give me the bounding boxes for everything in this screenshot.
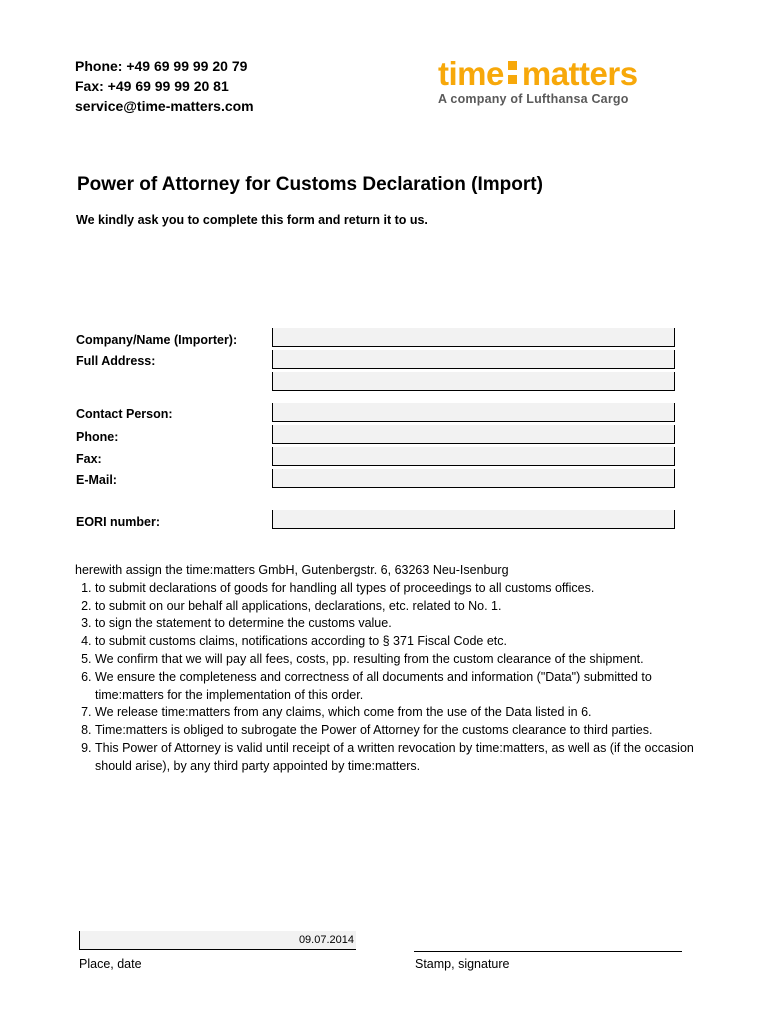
fax-label: Fax: <box>76 452 102 466</box>
logo-word-time: time <box>438 55 504 92</box>
company-label: Company/Name (Importer): <box>76 333 238 347</box>
email-address[interactable]: service@time-matters.com <box>75 98 254 114</box>
phone-label: Phone: <box>76 430 119 444</box>
eori-label: EORI number: <box>76 515 161 529</box>
contact-label: Contact Person: <box>76 407 173 421</box>
place-date-field[interactable] <box>79 931 356 950</box>
list-item: 2. to submit on our behalf all applications, declarations, etc. related to No. 1. <box>95 598 695 616</box>
assignment-lead: herewith assign the time:matters GmbH, Gutenbergstr. 6, 63263 Neu-Isenburg <box>75 563 509 577</box>
list-item: 7. We release time:matters from any claims, which come from the use of the Data listed in 6. <box>95 704 695 722</box>
page-title: Power of Attorney for Customs Declaration (Import) <box>77 174 543 195</box>
list-item: 3. to sign the statement to determine the customs value. <box>95 615 695 633</box>
company-logo <box>438 57 674 106</box>
list-item: 9. This Power of Attorney is valid until receipt of a written revocation by time:matters, as well as (if the occasion should arise), by any third party appointed by time:matters. <box>95 740 695 776</box>
list-item: 8. Time:matters is obliged to subrogate the Power of Attorney for the customs clearance to third parties. <box>95 722 695 740</box>
date-value: 09.07.2014 <box>298 934 354 946</box>
stamp-signature-label: Stamp, signature <box>415 957 510 971</box>
address-field-line1[interactable] <box>272 350 675 369</box>
email-field[interactable] <box>272 469 675 488</box>
eori-field[interactable] <box>272 510 675 529</box>
signature-line[interactable] <box>414 951 682 952</box>
list-item: 6. We ensure the completeness and correctness of all documents and information ("Data") submitted to time:matters for the implementation of this order. <box>95 669 695 705</box>
logo-tagline: A company of Lufthansa Cargo <box>438 92 629 106</box>
list-item: 1. to submit declarations of goods for handling all types of proceedings to all customs offices. <box>95 580 695 598</box>
logo-colon-icon <box>506 59 520 85</box>
place-date-label: Place, date <box>79 957 142 971</box>
phone-number: Phone: +49 69 99 99 20 79 <box>75 58 248 74</box>
company-field[interactable] <box>272 328 675 347</box>
contact-info <box>75 56 254 116</box>
phone-field[interactable] <box>272 425 675 444</box>
logo-wordmark <box>438 57 674 91</box>
intro-text: We kindly ask you to complete this form and return it to us. <box>76 213 428 227</box>
email-label: E-Mail: <box>76 473 117 487</box>
fax-field[interactable] <box>272 447 675 466</box>
assignment-list <box>75 580 695 776</box>
assignment-text <box>75 562 695 776</box>
list-item: 4. to submit customs claims, notifications according to § 371 Fiscal Code etc. <box>95 633 695 651</box>
address-field-line2[interactable] <box>272 372 675 391</box>
logo-word-matters: matters <box>521 55 638 92</box>
address-label: Full Address: <box>76 354 156 368</box>
list-item: 5. We confirm that we will pay all fees, costs, pp. resulting from the custom clearance of the shipment. <box>95 651 695 669</box>
contact-field[interactable] <box>272 403 675 422</box>
fax-number: Fax: +49 69 99 99 20 81 <box>75 78 229 94</box>
